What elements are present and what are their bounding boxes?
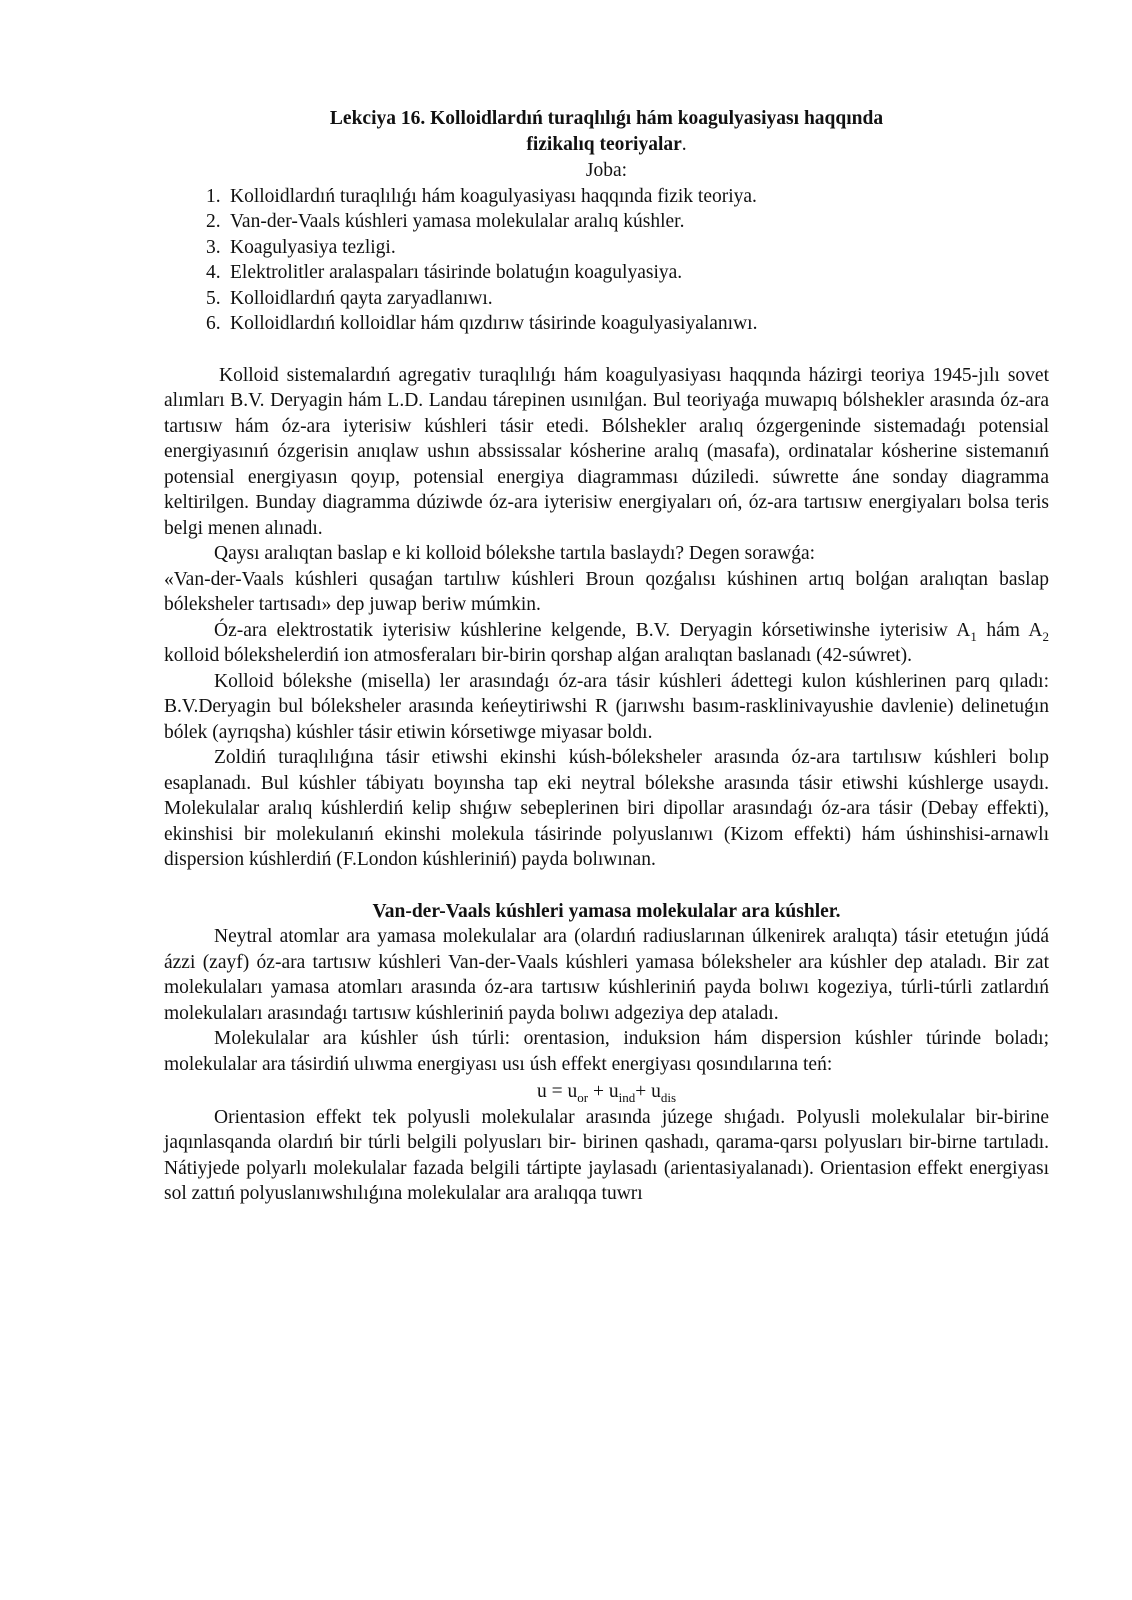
plan-item-number: 6.	[206, 313, 221, 334]
formula-plus-2: + u	[635, 1081, 661, 1102]
plan-item-number: 2.	[206, 211, 221, 232]
lecture-title	[164, 106, 1049, 158]
paragraph-micelle-forces: Kolloid bólekshe (misella) ler arasındaǵı óz-ara tásir kúshleri ádettegi kulon kúshlerinen parq qıladı: B.V.Deryagin bul bóleksheler arasında keńeytiriwshi R (jarıwshı basım-rasklinivayushie davlenie) delinetuǵın bólek (ayrıqsha) kúshler tásir etiwin kórsetiwge miyasar boldı.	[164, 670, 1049, 743]
paragraph-van-der-vaals-definition: Neytral atomlar ara yamasa molekulalar ara (olardıń radiuslarınan úlkenirek aralıqta) tásir etetuǵın júdá ázzi (zayf) óz-ara tartısıw kúshleri Van-der-Vaals kúshleri yamasa bóleksheler ara kúshler dep ataladı. Bir zat molekulaları yamasa atomları arasında óz-ara tartısıw kúshleriniń payda bolıwı kogeziya, túrli-túrli zatlardıń molekulaları arasındaǵı tartısıw kúshleriniń payda bolıwı adgeziya dep ataladı.	[164, 926, 1049, 1024]
plan-item-text: Elektrolitler aralaspaları tásirinde bolatuǵın koagulyasiya.	[230, 262, 683, 283]
formula-lhs: u = u	[536, 1081, 578, 1102]
paragraph-question: Qaysı aralıqtan baslap e ki kolloid bólekshe tartıla baslaydı? Degen sorawǵa:	[214, 543, 816, 564]
paragraph-repulsion	[164, 618, 1049, 669]
plan-item	[206, 235, 1049, 261]
plan-heading: Joba:	[585, 160, 628, 181]
plan-item	[206, 260, 1049, 286]
spacer	[164, 873, 1049, 899]
lecture-title-line2: fizikalıq teoriyalar	[526, 134, 682, 155]
plan-item-number: 5.	[206, 287, 221, 309]
lecture-title-dot: .	[681, 134, 687, 155]
paragraph-repulsion-text-c: kolloid bólekshelerdiń ion atmosferaları bir-birin qorshap alǵan aralıqtan baslanadı (42-súwret).	[164, 645, 912, 666]
plan-item-text: Koagulyasiya tezligi.	[230, 236, 396, 258]
subscript-2: 2	[1042, 628, 1049, 644]
plan-item-text: Kolloidlardıń kolloidlar hám qızdırıw tásirinde koagulyasiyalanıwı.	[230, 313, 758, 334]
plan-item-number: 3.	[206, 236, 221, 258]
section-title-van-der-vaals: Van-der-Vaals kúshleri yamasa molekulalar ara kúshler.	[372, 900, 841, 922]
plan-item	[206, 311, 1049, 337]
subscript-1: 1	[970, 628, 977, 644]
lecture-title-line1: Lekciya 16. Kolloidlardıń turaqlılıǵı hám koagulyasiyası haqqında	[329, 108, 884, 129]
plan-item-number: 1.	[206, 185, 221, 207]
plan-item-text: Kolloidlardıń qayta zaryadlanıwı.	[230, 287, 493, 309]
paragraph-repulsion-text-a: Óz-ara elektrostatik iyterisiw kúshlerine kelgende, B.V. Deryagin kórsetiwinshe iyterisiw A	[214, 619, 971, 641]
plan-item-number: 4.	[206, 262, 221, 283]
plan-item-text: Kolloidlardıń turaqlılıǵı hám koagulyasiyası haqqında fizik teoriya.	[230, 185, 757, 207]
formula-sub-or: or	[577, 1089, 589, 1105]
plan-list	[164, 184, 1049, 337]
energy-formula	[164, 1079, 1049, 1105]
paragraph-theory-intro: Kolloid sistemalardıń agregativ turaqlılıǵı hám koagulyasiyası haqqında házirgi teoriya 1945-jılı sovet alımları B.V. Deryagin hám L.D. Landau tárepinen usınılǵan. Bul teoriyaǵa muwapıq bólshekler arasında óz-ara tartısıw hám óz-ara iyterisiw kúshleri tásir etedi. Bólshekler aralıq ózgergeninde sistemadaǵı potensial energiyasınıń ózgerisin anıqlaw ushın abssissalar kósherine aralıq (masafa), ordinatalar kósherine sistemanıń potensial energiyasın qoyıp, potensial energiya diagramması dúziledi. súwrette áne sonday diagramma keltirilgen. Bunday diagramma dúziwde óz-ara iyterisiw energiyaları oń, óz-ara tartısıw energiyaları bolsa teris belgi menen alınadı.	[164, 364, 1049, 539]
plan-item	[206, 184, 1049, 210]
formula-plus-1: + u	[588, 1081, 619, 1102]
plan-item-text: Van-der-Vaals kúshleri yamasa molekulalar aralıq kúshler.	[230, 211, 685, 232]
plan-item	[206, 286, 1049, 312]
paragraph-repulsion-text-b: hám A	[976, 619, 1043, 641]
formula-sub-ind: ind	[618, 1089, 636, 1105]
spacer	[164, 337, 1049, 363]
paragraph-orientation-effect: Orientasion effekt tek polyusli molekulalar arasında júzege shıǵadı. Polyusli molekulalar bir-birine jaqınlasqanda olardıń bir túrli belgili polyusları bir- birinen qashadı, qarama-qarsı polyusları bir-birne tartıladı. Nátiyjede polyarlı molekulalar fazada belgili tártipte jaylasadı (arientasiyalanadı). Orientasion effekt energiyası sol zattıń polyuslanıwshılıǵına molekulalar ara aralıqqa tuwrı	[164, 1106, 1049, 1204]
paragraph-answer: «Van-der-Vaals kúshleri qusaǵan tartılıw kúshleri Broun qozǵalısı kúshinen artıq bolǵan aralıqtan baslap bóleksheler tartısadı» dep juwap beriw múmkin.	[164, 568, 1049, 615]
paragraph-intermolecular-types: Molekulalar ara kúshler úsh túrli: orentasion, induksion hám dispersion kúshler túrinde boladı; molekulalar ara tásirdiń ulıwma energiyası usı úsh effekt energiyası qosındılarına teń:	[164, 1028, 1049, 1075]
formula-sub-dis: dis	[660, 1089, 676, 1105]
paragraph-sol-stability: Zoldiń turaqlılıǵına tásir etiwshi ekinshi kúsh-bóleksheler arasında óz-ara tartılısıw kúshleri bolıp esaplanadı. Bul kúshler tábiyatı boyınsha tap eki neytral bólekshe arasında tásir etiwshi kúshlerge usaydı. Molekulalar aralıq kúshlerdiń kelip shıǵıw sebeplerinen biri dipollar arasındaǵı óz-ara tásir (Debay effekti), ekinshisi bir molekulanıń ekinshi molekula tásirinde polyuslanıwı (Kizom effekti) hám úshinshisi-arnawlı dispersion kúshlerdiń (F.London kúshleriniń) payda bolıwınan.	[164, 747, 1049, 870]
plan-item	[206, 209, 1049, 235]
document-page	[164, 106, 1049, 1207]
